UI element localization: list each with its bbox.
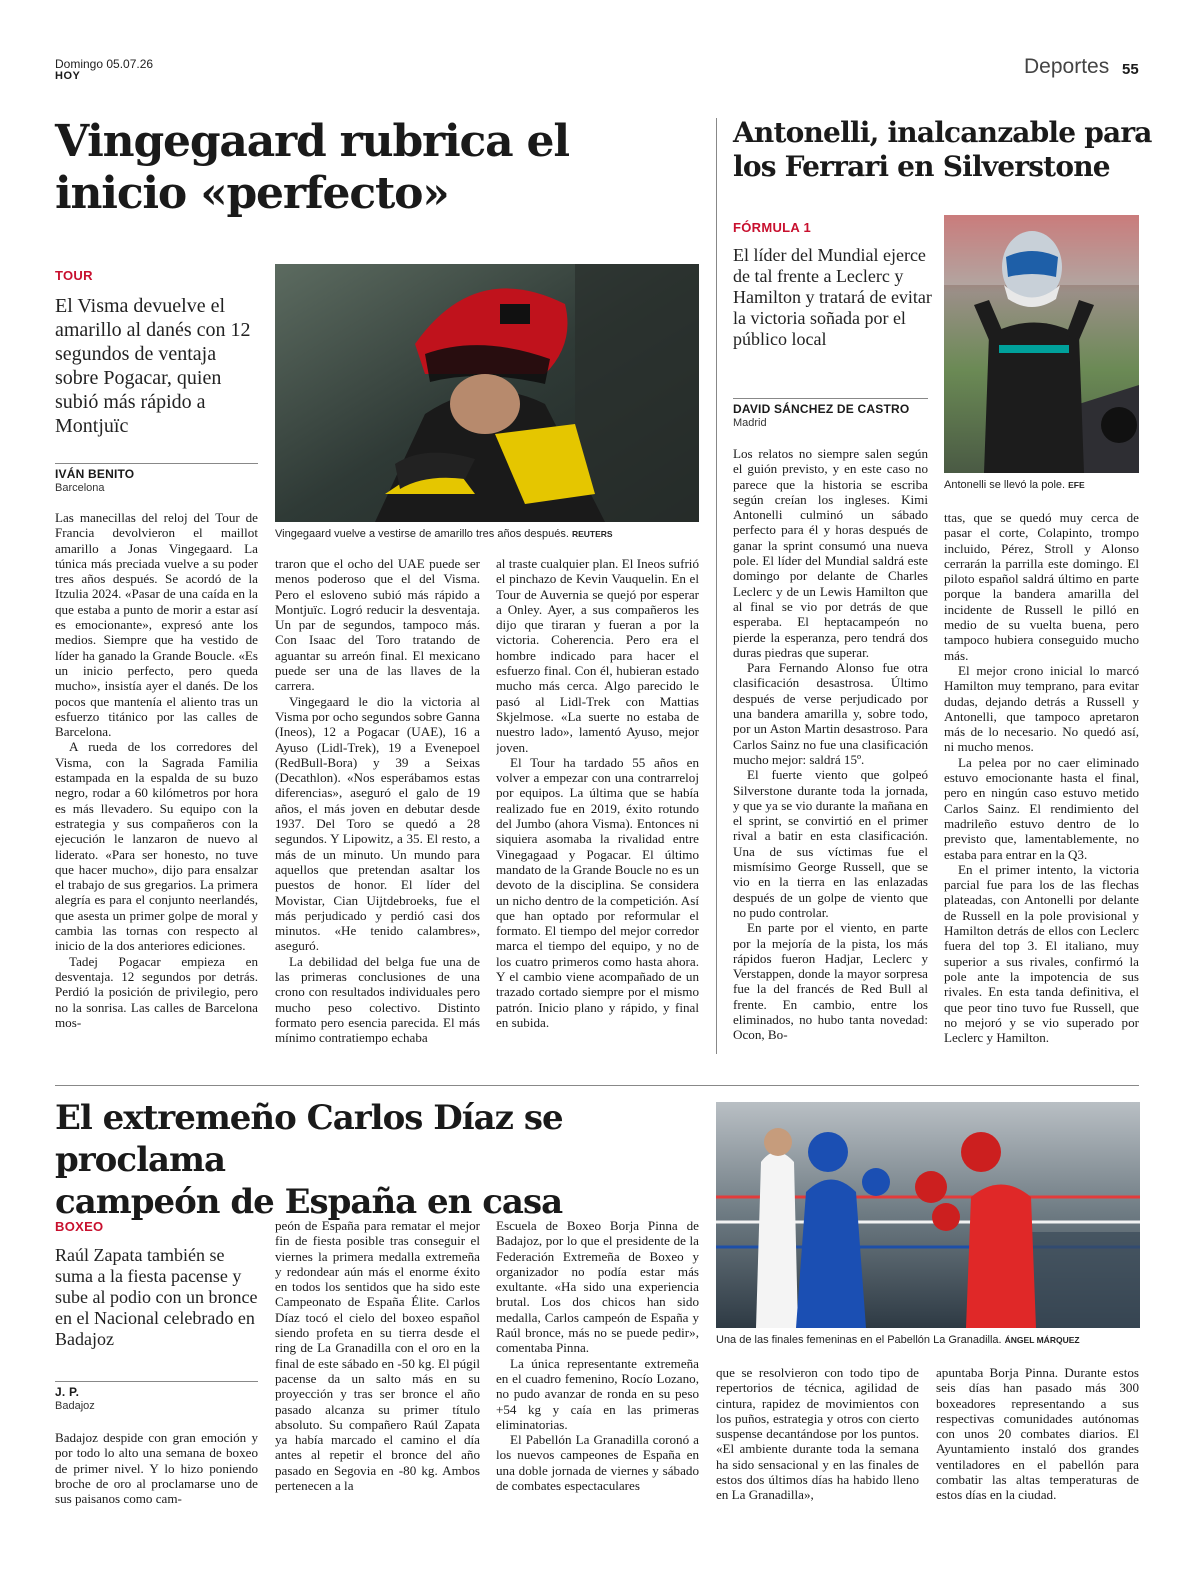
article3-col4-paragraph: que se resolvieron con todo tipo de repertorios de técnica, agilidad de cintura, rapidez de movimientos con los puños, estrategia y otros con cierto suspense decantándose por los puntos. «El ambiente durante toda la semana ha sido sensacional y en las finales de estos dos últimos días ha habido lleno en La Granadilla», — [716, 1365, 919, 1503]
article1-col3-paragraph: El Tour ha tardado 55 años en volver a empezar con una contrarreloj por equipos. La última que se había realizado fue en 2019, éxito rotundo del Jumbo (ahora Visma). Entonces ni siquiera asomaba la rivalidad entre Vinegagaad y Pogacar. El último mandato de la Grande Boucle no es un devoto de la disciplina. Se considera un nicho dentro de la competición. Así que han optado por reformular el formato. El tiempo del mejor corredor marca el tiempo del equipo, y no de los cuatro primeros como hasta ahora. Y el cambio viene acompañado de un trazado cortado siempre por el mismo patrón. Inicio plano y rápido, y final en subida. — [496, 754, 699, 1030]
page-number: 55 — [1122, 61, 1139, 78]
article3-col1-paragraph: Badajoz despide con gran emoción y por todo lo alto una semana de boxeo de primer nivel. Y lo hizo poniendo broche de oro al proclamarse uno de sus paisanos como cam- — [55, 1430, 258, 1507]
article3-caption-text: Una de las finales femeninas en el Pabellón La Granadilla. — [716, 1334, 1002, 1346]
article2-byline-rule — [733, 398, 928, 399]
article3-column-1 — [55, 1430, 258, 1555]
article1-dateline: Barcelona — [55, 482, 105, 494]
article3-headline — [55, 1097, 715, 1223]
article2-column-1 — [733, 446, 928, 1060]
article2-headline — [733, 116, 1153, 184]
article3-column-2 — [275, 1218, 480, 1558]
article1-headline-line1: Vingegaard rubrica el — [55, 116, 569, 167]
article3-headline-line1: El extremeño Carlos Díaz se proclama — [55, 1098, 563, 1180]
article1-column-1 — [55, 510, 258, 1060]
article2-col1-paragraph: Los relatos no siempre salen según el guión previsto, y en este caso no parece que la historia se escriba según creían los ingleses. Kimi Antonelli culminó un sábado perfecto para él y horas después de ganar la sprint consumó una nueva pole. El líder del Mundial saldrá este domingo por delante de Charles Leclerc y de un Lewis Hamilton que al final se vio por detrás de que esperaba. El heptacampeón no pierde la esperanza, pero tendrá dos duras piedras que superar. — [733, 446, 928, 660]
article1-col2-paragraph: La debilidad del belga fue una de las primeras conclusiones de una crono con resultados individuales pero mucho peso colectivo. Distinto formato pero esencia parecida. El más mínimo contratiempo echaba — [275, 953, 480, 1046]
article2-dateline: Madrid — [733, 417, 767, 429]
article1-caption-text: Vingegaard vuelve a vestirse de amarillo tres años después. — [275, 528, 569, 540]
article2-photo-credit: EFE — [1068, 480, 1085, 490]
article2-byline: DAVID SÁNCHEZ DE CASTRO — [733, 402, 910, 416]
article3-column-3 — [496, 1218, 699, 1558]
publication-name: HOY — [55, 70, 81, 82]
cyclist-image — [275, 264, 699, 522]
article2-column-2 — [944, 510, 1139, 1060]
article2-col2-paragraph: En el primer intento, la victoria parcial fue para los de las flechas plateadas, con Antonelli por delante de Russell en la pole provisional y Hamilton detrás de ellos con Leclerc fuera del top 3. El italiano, muy superior a sus rivales, confirmó la pole ante la impotencia de sus rivales. En esta tanda definitiva, el que peor tino tuvo fue Russell, que no mejoró y se vio superado por Leclerc y Hamilton. — [944, 861, 1139, 1046]
article2-kicker: FÓRMULA 1 — [733, 220, 812, 235]
article1-col1-paragraph: Tadej Pogacar empieza en desventaja. 12 segundos por detrás. Perdió la posición de privilegio, pero no la sonrisa. Las calles de Barcelona mos- — [55, 953, 258, 1030]
article3-photo-credit: ÁNGEL MÁRQUEZ — [1004, 1335, 1080, 1345]
article2-col1-paragraph: El fuerte viento que golpeó Silverstone durante toda la jornada, y que ya se vio durante la mañana en el sprint, se convirtió en el primer rival a batir en esta clasificación. Una de sus víctimas fue el mismísimo George Russell, que se vio en la tierra en las enlazadas después de un golpe de viento que no pudo controlar. — [733, 767, 928, 920]
article3-column-5 — [936, 1365, 1139, 1555]
article3-byline-rule — [55, 1381, 258, 1382]
article1-subtitle: El Visma devuelve el amarillo al danés con 12 segundos de ventaja sobre Pogacar, quien subió más rápido a Montjuïc — [55, 295, 251, 437]
section-divider — [55, 1085, 1139, 1086]
article2-photo — [944, 215, 1139, 473]
article3-headline-line2: campeón de España en casa — [55, 1182, 563, 1222]
article2-headline-line1: Antonelli, inalcanzable para — [733, 116, 1152, 149]
article2-subtitle: El líder del Mundial ejerce de tal frente a Leclerc y Hamilton y tratará de evitar la victoria soñada por el público local — [733, 245, 932, 349]
article3-photo-caption — [716, 1334, 1140, 1346]
article2-col2-paragraph: El mejor crono inicial lo marcó Hamilton muy temprano, para evitar dudas, dejando detrás a Russell y Antonelli, que tampoco apretaron más de lo necesario. No quedó así, ni mucho menos. — [944, 662, 1139, 755]
driver-image — [944, 215, 1139, 473]
article2-col1-paragraph: En parte por el viento, en parte por la mejoría de la pista, los más rápidos fueron Hadjar, Leclerc y Verstappen, donde la mayor sorpresa fue la del francés de Red Bull al frente. En cambio, entre los eliminados, no hubo tanta novedad: Ocon, Bo- — [733, 920, 928, 1043]
article2-col2-paragraph: La pelea por no caer eliminado estuvo emocionante hasta el final, pero en ningún caso estuvo metido Carlos Sainz. El rendimiento del madrileño estuvo dentro de lo previsto que, lamentablemente, no estaba para entrar en la Q3. — [944, 754, 1139, 862]
article1-column-3 — [496, 556, 699, 1060]
article3-kicker: BOXEO — [55, 1219, 104, 1234]
article1-col1-paragraph: Las manecillas del reloj del Tour de Francia devolvieron el maillot amarillo a Jonas Vingegaard. La túnica más preciada vuelve a su poder tres años después. Se acordó de la Itzulia 2024. «Pasar de una caída en la que estaba a punto de morir a estar así es emocionante», expresó ante los medios. Siempre que ha vestido de líder ha ganado la Grande Boucle. «Es un inicio perfecto, pero queda mucho», insistía ayer el danés. De los pocos que mantenía el aliento tras un esfuerzo titánico por las calles de Barcelona. — [55, 510, 258, 740]
column-divider — [716, 118, 717, 1054]
article2-caption-text: Antonelli se llevó la pole. — [944, 479, 1066, 491]
article3-col3-paragraph: Escuela de Boxeo Borja Pinna de Badajoz, por lo que el presidente de la Federación Extremeña de Boxeo y organizador no podía estar más exultante. «Ha sido una experiencia brutal. Los dos chicos han sido medalla, Carlos campeón de España y Raúl bronce, más no se puede pedir», comentaba Pinna. — [496, 1218, 699, 1356]
article2-headline-line2: los Ferrari en Silverstone — [733, 150, 1110, 183]
article3-photo — [716, 1102, 1140, 1328]
article3-column-4 — [716, 1365, 919, 1555]
article1-byline-rule — [55, 463, 258, 464]
article1-col2-paragraph: traron que el ocho del UAE puede ser menos poderoso que el del Visma. Pero el esloveno subió más rápido a Montjuïc. Logró reducir la desventaja. Un par de segundos, tampoco más. Con Isaac del Toro tratando de aguantar su arreón final. El mexicano puede ser una de las llaves de la carrera. — [275, 556, 480, 694]
article2-photo-caption — [944, 479, 1139, 491]
article1-photo-credit: REUTERS — [571, 529, 613, 539]
article1-photo — [275, 264, 699, 522]
article1-headline — [55, 116, 695, 220]
article1-headline-line2: inicio «perfecto» — [55, 168, 449, 219]
boxing-image — [716, 1102, 1140, 1328]
article2-col2-paragraph: ttas, que se quedó muy cerca de pasar el corte, Colapinto, trompo incluido, Pérez, Stroll y Alonso cerrarán la parrilla este domingo. El piloto español saldrá último en parte porque la bandera amarilla del incidente de Russell le pilló en medio de su vuelta buena, pero tampoco hubiera conseguido mucho más. — [944, 510, 1139, 663]
article1-col3-paragraph: al traste cualquier plan. El Ineos sufrió el pinchazo de Kevin Vauquelin. En el Tour de Auvernia se quejó por esperar a Onley. Ayer, a sus compañeros les dijo que tiraran y fueran a por la victoria. Coherencia. Pero era el hombre indicado para hacer el esfuerzo final. Con él, hubieran estado mucho más cerca. Algo parecido le pasó al Lidl-Trek con Mattias Skjelmose. «La suerte no estaba de nuestro lado», lamentó Ayuso, mejor joven. — [496, 556, 699, 755]
article3-col2-paragraph: peón de España para rematar el mejor fin de fiesta posible tras conseguir el viernes la primera medalla extremeña y redondear aún más el enorme éxito en todos los sentidos que ha sido este Campeonato de España Élite. Carlos Díaz tocó el cielo del boxeo español siendo profeta en su tierra desde el ring de La Granadilla con el oro en la final de este sábado en -50 kg. El púgil pacense da un salto más en su proyección y tras ser bronce el año pasado alcanza su primer título absoluto. Su compañero Raúl Zapata ya había marcado el camino el día antes al repetir el bronce del año pasado en Segovia en -80 kg. Ambos pertenecen a la — [275, 1218, 480, 1494]
issue-date: Domingo 05.07.26 — [55, 57, 154, 71]
article3-col5-paragraph: apuntaba Borja Pinna. Durante estos seis días han pasado más 300 boxeadores representando a sus respectivas comunidades autónomas con unos 20 combates diarios. El Ayuntamiento instaló dos grandes ventiladores en el pabellón para combatir las altas temperaturas de estos días en la ciudad. — [936, 1365, 1139, 1503]
article3-col3-paragraph: La única representante extremeña en el cuadro femenino, Rocío Lozano, no pudo avanzar de ronda en su peso +54 kg y caía en las primeras eliminatorias. — [496, 1355, 699, 1432]
article3-subtitle: Raúl Zapata también se suma a la fiesta pacense y sube al podio con un bronce en el Nacional celebrado en Badajoz — [55, 1245, 258, 1349]
article1-col2-paragraph: Vingegaard le dio la victoria al Visma por ocho segundos sobre Ganna (Ineos), 12 a Pogacar (UAE), 16 a Ayuso (Lidl-Trek), 19 a Evenepoel (RedBull-Bora) y 39 a Seixas (Decathlon). «Nos esperábamos estas diferencias», aseguró el galo de 19 años, el más joven en debutar desde 1937. Del Toro se quedó a 28 segundos. Y Lipowitz, a 35. El resto, a más de un minuto. Un mundo para aquellos que pretendan asaltar los puestos de honor. El líder del Movistar, Cian Uijtdebroeks, fue el más perjudicado y perdió casi dos minutos. «He tenido calambres», aseguró. — [275, 693, 480, 954]
article1-photo-caption — [275, 528, 699, 540]
article1-column-2 — [275, 556, 480, 1060]
article3-col3-paragraph: El Pabellón La Granadilla coronó a los nuevos campeones de España en una doble jornada de viernes y sábado de combates espectaculares — [496, 1432, 699, 1494]
article1-byline: IVÁN BENITO — [55, 467, 135, 481]
article1-kicker: TOUR — [55, 268, 93, 283]
article2-col1-paragraph: Para Fernando Alonso fue otra clasificación desastrosa. Último después de verse perjudicado por una bandera amarilla y, sobre todo, por un Aston Martin desastroso. Para Carlos Sainz no fue una clasificación mucho mejor: saldrá 15º. — [733, 660, 928, 767]
section-name: Deportes — [1024, 55, 1110, 78]
article3-byline: J. P. — [55, 1385, 80, 1399]
article1-col1-paragraph: A rueda de los corredores del Visma, con la Sagrada Familia estampada en la espalda de su buzo negro, rodar a 60 kilómetros por hora es más llevadero. Su equipo con la estrategia y sus compañeros con la ejecución le lanzaron de nuevo al liderato. «Para ser honesto, no tuve que hacer mucho», dijo para ensalzar el trabajo de sus gregarios. La primera alegría es para el conjunto neerlandés, que asesta un primer golpe de moral y cambia las tornas con respecto al inicio de la dos anteriores ediciones. — [55, 739, 258, 954]
article3-dateline: Badajoz — [55, 1400, 95, 1412]
